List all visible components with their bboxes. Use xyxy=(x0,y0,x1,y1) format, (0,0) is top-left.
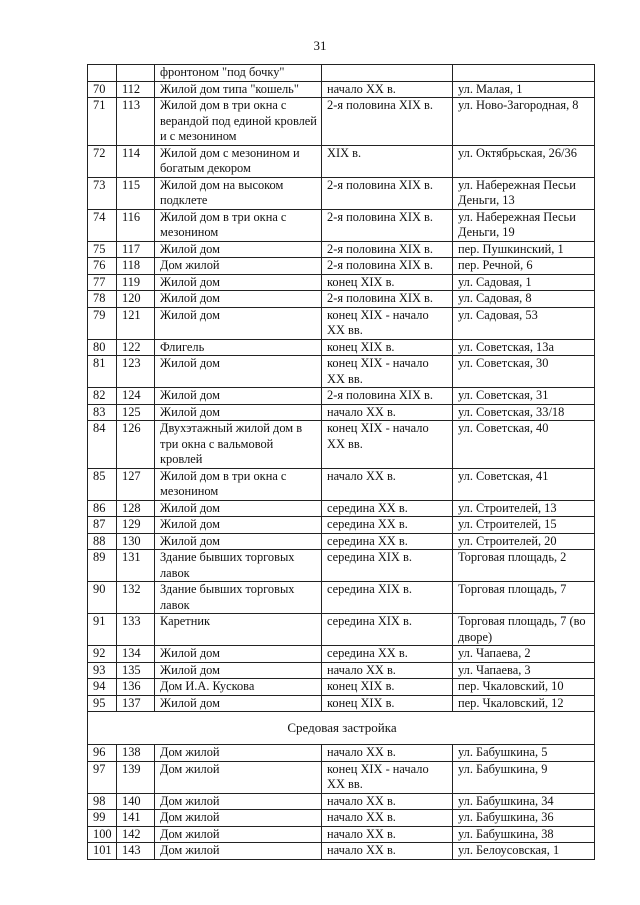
row-number-cell: 80 xyxy=(88,339,117,356)
dating-cell: начало XX в. xyxy=(322,793,453,810)
object-number-cell: 128 xyxy=(117,500,155,517)
object-name-cell: Дом жилой xyxy=(155,810,322,827)
table-row xyxy=(88,274,595,291)
row-number-cell: 75 xyxy=(88,241,117,258)
dating-cell: 2-я половина XIX в. xyxy=(322,241,453,258)
table-row xyxy=(88,98,595,146)
row-number-cell: 95 xyxy=(88,695,117,712)
row-number-cell: 90 xyxy=(88,582,117,614)
row-number-cell: 74 xyxy=(88,209,117,241)
address-cell: ул. Советская, 41 xyxy=(453,468,595,500)
object-number-cell: 117 xyxy=(117,241,155,258)
object-number-cell: 114 xyxy=(117,145,155,177)
address-cell: ул. Советская, 13а xyxy=(453,339,595,356)
address-cell: ул. Садовая, 8 xyxy=(453,291,595,308)
address-cell: ул. Ново-Загородная, 8 xyxy=(453,98,595,146)
object-number-cell: 122 xyxy=(117,339,155,356)
table-body-bottom xyxy=(88,745,595,860)
dating-cell: середина XIX в. xyxy=(322,582,453,614)
object-name-cell: Дом И.А. Кускова xyxy=(155,679,322,696)
dating-cell: конец XIX в. xyxy=(322,679,453,696)
object-name-cell: Дом жилой xyxy=(155,793,322,810)
object-name-cell: Жилой дом в три окна с верандой под единой кровлей и с мезонином xyxy=(155,98,322,146)
object-number-cell: 142 xyxy=(117,826,155,843)
row-number-cell: 83 xyxy=(88,404,117,421)
table-row xyxy=(88,843,595,860)
row-number-cell: 93 xyxy=(88,662,117,679)
address-cell: ул. Строителей, 15 xyxy=(453,517,595,534)
row-number-cell: 76 xyxy=(88,258,117,275)
object-name-cell: Жилой дом типа "кошель" xyxy=(155,81,322,98)
address-cell: ул. Малая, 1 xyxy=(453,81,595,98)
dating-cell: начало XX в. xyxy=(322,662,453,679)
address-cell: ул. Садовая, 1 xyxy=(453,274,595,291)
table-row xyxy=(88,662,595,679)
dating-cell: середина XX в. xyxy=(322,500,453,517)
dating-cell: середина XIX в. xyxy=(322,614,453,646)
row-number-cell: 81 xyxy=(88,356,117,388)
table-row xyxy=(88,258,595,275)
object-name-cell: Жилой дом xyxy=(155,388,322,405)
table-row xyxy=(88,826,595,843)
dating-cell: конец XIX в. xyxy=(322,695,453,712)
table-row xyxy=(88,145,595,177)
table-row xyxy=(88,241,595,258)
address-cell: ул. Белоусовская, 1 xyxy=(453,843,595,860)
dating-cell: 2-я половина XIX в. xyxy=(322,291,453,308)
table-row xyxy=(88,356,595,388)
table-row xyxy=(88,81,595,98)
row-number-cell: 99 xyxy=(88,810,117,827)
dating-cell: конец XIX - начало XX вв. xyxy=(322,421,453,469)
table-row xyxy=(88,421,595,469)
object-number-cell: 143 xyxy=(117,843,155,860)
dating-cell: середина XIX в. xyxy=(322,550,453,582)
row-number-cell: 100 xyxy=(88,826,117,843)
table-body-top xyxy=(88,65,595,712)
address-cell xyxy=(453,65,595,82)
dating-cell: конец XIX - начало XX вв. xyxy=(322,307,453,339)
object-name-cell: фронтоном "под бочку" xyxy=(155,65,322,82)
address-cell: ул. Советская, 40 xyxy=(453,421,595,469)
object-name-cell: Дом жилой xyxy=(155,258,322,275)
address-cell: ул. Бабушкина, 38 xyxy=(453,826,595,843)
table-row xyxy=(88,468,595,500)
object-name-cell: Флигель xyxy=(155,339,322,356)
table-row xyxy=(88,404,595,421)
dating-cell: XIX в. xyxy=(322,145,453,177)
dating-cell: 2-я половина XIX в. xyxy=(322,209,453,241)
table-row xyxy=(88,339,595,356)
table-row xyxy=(88,810,595,827)
address-cell: Торговая площадь, 7 (во дворе) xyxy=(453,614,595,646)
row-number-cell: 70 xyxy=(88,81,117,98)
row-number-cell xyxy=(88,65,117,82)
section-row xyxy=(88,712,595,745)
object-name-cell: Жилой дом в три окна с мезонином xyxy=(155,468,322,500)
dating-cell: начало XX в. xyxy=(322,404,453,421)
object-number-cell: 132 xyxy=(117,582,155,614)
address-cell: ул. Строителей, 13 xyxy=(453,500,595,517)
object-number-cell: 131 xyxy=(117,550,155,582)
row-number-cell: 77 xyxy=(88,274,117,291)
table-row xyxy=(88,646,595,663)
table-row xyxy=(88,550,595,582)
dating-cell: 2-я половина XIX в. xyxy=(322,177,453,209)
row-number-cell: 87 xyxy=(88,517,117,534)
object-name-cell: Жилой дом xyxy=(155,533,322,550)
address-cell: ул. Строителей, 20 xyxy=(453,533,595,550)
object-name-cell: Жилой дом xyxy=(155,662,322,679)
row-number-cell: 72 xyxy=(88,145,117,177)
row-number-cell: 78 xyxy=(88,291,117,308)
dating-cell: начало XX в. xyxy=(322,810,453,827)
table-row xyxy=(88,209,595,241)
address-cell: Торговая площадь, 2 xyxy=(453,550,595,582)
row-number-cell: 84 xyxy=(88,421,117,469)
object-number-cell xyxy=(117,65,155,82)
object-number-cell: 121 xyxy=(117,307,155,339)
address-cell: пер. Чкаловский, 12 xyxy=(453,695,595,712)
dating-cell: конец XIX в. xyxy=(322,274,453,291)
object-number-cell: 119 xyxy=(117,274,155,291)
address-cell: пер. Чкаловский, 10 xyxy=(453,679,595,696)
object-number-cell: 140 xyxy=(117,793,155,810)
row-number-cell: 97 xyxy=(88,761,117,793)
object-name-cell: Жилой дом xyxy=(155,404,322,421)
address-cell: Торговая площадь, 7 xyxy=(453,582,595,614)
table-row xyxy=(88,533,595,550)
dating-cell: середина XX в. xyxy=(322,533,453,550)
address-cell: ул. Чапаева, 2 xyxy=(453,646,595,663)
row-number-cell: 86 xyxy=(88,500,117,517)
object-number-cell: 133 xyxy=(117,614,155,646)
table-row xyxy=(88,500,595,517)
dating-cell: середина XX в. xyxy=(322,517,453,534)
table-row xyxy=(88,307,595,339)
address-cell: ул. Набережная Песьи Деньги, 19 xyxy=(453,209,595,241)
object-number-cell: 139 xyxy=(117,761,155,793)
object-number-cell: 138 xyxy=(117,745,155,762)
object-number-cell: 141 xyxy=(117,810,155,827)
object-number-cell: 123 xyxy=(117,356,155,388)
table-row xyxy=(88,291,595,308)
dating-cell: начало XX в. xyxy=(322,843,453,860)
page-number: 31 xyxy=(313,38,327,53)
address-cell: пер. Пушкинский, 1 xyxy=(453,241,595,258)
object-number-cell: 134 xyxy=(117,646,155,663)
object-name-cell: Жилой дом xyxy=(155,274,322,291)
table-row xyxy=(88,614,595,646)
dating-cell: конец XIX - начало XX вв. xyxy=(322,356,453,388)
object-number-cell: 120 xyxy=(117,291,155,308)
row-number-cell: 92 xyxy=(88,646,117,663)
object-number-cell: 136 xyxy=(117,679,155,696)
object-number-cell: 112 xyxy=(117,81,155,98)
object-name-cell: Жилой дом xyxy=(155,356,322,388)
heritage-objects-table xyxy=(87,64,595,860)
address-cell: ул. Бабушкина, 9 xyxy=(453,761,595,793)
object-name-cell: Каретник xyxy=(155,614,322,646)
row-number-cell: 96 xyxy=(88,745,117,762)
row-number-cell: 85 xyxy=(88,468,117,500)
address-cell: ул. Бабушкина, 34 xyxy=(453,793,595,810)
object-number-cell: 130 xyxy=(117,533,155,550)
dating-cell: 2-я половина XIX в. xyxy=(322,258,453,275)
object-name-cell: Жилой дом xyxy=(155,241,322,258)
table-row xyxy=(88,679,595,696)
object-name-cell: Здание бывших торговых лавок xyxy=(155,550,322,582)
object-name-cell: Здание бывших торговых лавок xyxy=(155,582,322,614)
row-number-cell: 101 xyxy=(88,843,117,860)
row-number-cell: 82 xyxy=(88,388,117,405)
object-number-cell: 116 xyxy=(117,209,155,241)
section-title: Средовая застройка xyxy=(88,712,595,745)
object-number-cell: 129 xyxy=(117,517,155,534)
object-name-cell: Жилой дом xyxy=(155,695,322,712)
object-number-cell: 135 xyxy=(117,662,155,679)
object-number-cell: 124 xyxy=(117,388,155,405)
dating-cell xyxy=(322,65,453,82)
address-cell: ул. Набережная Песьи Деньги, 13 xyxy=(453,177,595,209)
table-row xyxy=(88,745,595,762)
object-name-cell: Жилой дом xyxy=(155,517,322,534)
object-number-cell: 113 xyxy=(117,98,155,146)
object-name-cell: Двухэтажный жилой дом в три окна с вальмовой кровлей xyxy=(155,421,322,469)
row-number-cell: 89 xyxy=(88,550,117,582)
dating-cell: 2-я половина XIX в. xyxy=(322,388,453,405)
object-number-cell: 137 xyxy=(117,695,155,712)
dating-cell: начало XX в. xyxy=(322,468,453,500)
row-number-cell: 98 xyxy=(88,793,117,810)
object-number-cell: 125 xyxy=(117,404,155,421)
row-number-cell: 88 xyxy=(88,533,117,550)
row-number-cell: 94 xyxy=(88,679,117,696)
row-number-cell: 79 xyxy=(88,307,117,339)
dating-cell: конец XIX в. xyxy=(322,339,453,356)
dating-cell: начало XX в. xyxy=(322,81,453,98)
address-cell: ул. Советская, 30 xyxy=(453,356,595,388)
address-cell: ул. Бабушкина, 36 xyxy=(453,810,595,827)
dating-cell: начало XX в. xyxy=(322,745,453,762)
object-name-cell: Дом жилой xyxy=(155,843,322,860)
dating-cell: середина XX в. xyxy=(322,646,453,663)
table-row xyxy=(88,177,595,209)
address-cell: ул. Садовая, 53 xyxy=(453,307,595,339)
object-name-cell: Дом жилой xyxy=(155,745,322,762)
address-cell: ул. Чапаева, 3 xyxy=(453,662,595,679)
object-number-cell: 127 xyxy=(117,468,155,500)
object-name-cell: Жилой дом в три окна с мезонином xyxy=(155,209,322,241)
table-row xyxy=(88,388,595,405)
table-section-header xyxy=(88,712,595,745)
row-number-cell: 91 xyxy=(88,614,117,646)
object-name-cell: Жилой дом xyxy=(155,307,322,339)
table-row xyxy=(88,582,595,614)
address-cell: ул. Советская, 33/18 xyxy=(453,404,595,421)
object-name-cell: Жилой дом xyxy=(155,291,322,308)
object-number-cell: 115 xyxy=(117,177,155,209)
object-name-cell: Дом жилой xyxy=(155,826,322,843)
object-number-cell: 126 xyxy=(117,421,155,469)
table-row xyxy=(88,65,595,82)
object-number-cell: 118 xyxy=(117,258,155,275)
object-name-cell: Жилой дом xyxy=(155,646,322,663)
address-cell: пер. Речной, 6 xyxy=(453,258,595,275)
table-row xyxy=(88,695,595,712)
object-name-cell: Дом жилой xyxy=(155,761,322,793)
table-row xyxy=(88,793,595,810)
address-cell: ул. Бабушкина, 5 xyxy=(453,745,595,762)
object-name-cell: Жилой дом на высоком подклете xyxy=(155,177,322,209)
dating-cell: 2-я половина XIX в. xyxy=(322,98,453,146)
table-row xyxy=(88,517,595,534)
address-cell: ул. Советская, 31 xyxy=(453,388,595,405)
dating-cell: начало XX в. xyxy=(322,826,453,843)
dating-cell: конец XIX - начало XX вв. xyxy=(322,761,453,793)
table-row xyxy=(88,761,595,793)
object-name-cell: Жилой дом xyxy=(155,500,322,517)
address-cell: ул. Октябрьская, 26/36 xyxy=(453,145,595,177)
row-number-cell: 71 xyxy=(88,98,117,146)
row-number-cell: 73 xyxy=(88,177,117,209)
object-name-cell: Жилой дом с мезонином и богатым декором xyxy=(155,145,322,177)
